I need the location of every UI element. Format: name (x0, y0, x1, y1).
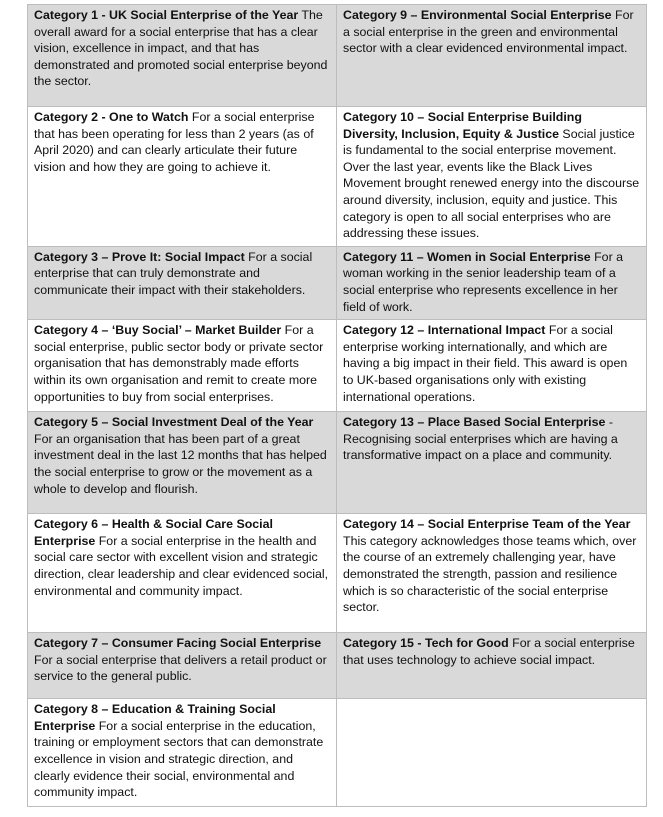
category-9-cell (337, 5, 647, 107)
category-description: The overall award for a social enterprise that has a clear vision, excellence in impact, and that has demonstrated and promoted social enterprise beyond the sector. (34, 8, 328, 89)
category-title: Category 5 – Social Investment Deal of the Year (34, 415, 314, 430)
category-title: Category 14 – Social Enterprise Team of the Year (343, 517, 631, 532)
category-title: Category 12 – International Impact (343, 323, 546, 338)
table-row (28, 320, 647, 412)
category-description: For a social enterprise in the health and social care sector with excellent vision and strategic direction, clear leadership and clear evidenced social, environmental and community impact. (34, 533, 329, 598)
category-title: Category 2 - One to Watch (34, 110, 189, 124)
category-description: For a social enterprise, public sector body or private sector organisation that has demonstrably made efforts within its own organisation and remit to create more opportunities to buy from social enterprises. (34, 323, 324, 404)
category-title: Category 11 – Women in Social Enterprise (343, 249, 591, 264)
category-title: Category 4 – ‘Buy Social’ – Market Builder (34, 323, 282, 338)
category-description: This category acknowledges those teams which, over the course of an extremely challenging year, have demonstrated the strength, passion and resilience which is so characteristic of the social enterprise sector. (343, 533, 637, 615)
category-6-cell (28, 514, 337, 633)
category-12-cell (337, 320, 647, 412)
category-description: For a social enterprise that has been operating for less than 2 years (as of April 2020) and can clearly articulate their future vision and how they are going to achieve it. (34, 110, 315, 174)
table-row (28, 107, 647, 247)
table-row (28, 633, 647, 699)
table-row (28, 699, 647, 807)
category-14-cell (337, 514, 647, 633)
category-description: For a woman working in the senior leadership team of a social enterprise who represents excellence in her field of work. (343, 249, 624, 314)
table-row (28, 514, 647, 633)
category-title: Category 10 – Social Enterprise Building Diversity, Inclusion, Equity & Justice (343, 110, 582, 141)
category-title: Category 1 - UK Social Enterprise of the Year (34, 8, 299, 22)
category-description: For a social enterprise working internationally, and which are having a big impact in their field. This award is open to UK-based organisations only with existing international operations. (343, 323, 628, 404)
category-description: For a social enterprise that can truly demonstrate and communicate their impact with their stakeholders. (34, 249, 313, 297)
empty-cell (337, 699, 647, 807)
category-10-cell (337, 107, 647, 247)
table-row (28, 412, 647, 514)
categories-table (27, 4, 647, 807)
category-7-cell (28, 633, 337, 699)
category-title: Category 13 – Place Based Social Enterprise (343, 415, 606, 430)
category-13-cell (337, 412, 647, 514)
category-description: For an organisation that has been part of a great investment deal in the last 12 months that has helped the social enterprise to grow or the movement as a whole to develop and flourish. (34, 431, 327, 496)
category-8-cell (28, 699, 337, 807)
category-title: Category 7 – Consumer Facing Social Enterprise (34, 636, 322, 651)
category-description: Social justice is fundamental to the social enterprise movement. Over the last year, events like the Black Lives Movement brought renewed energy into the discourse around diversity, inclusion, equity and justice. This category is open to all social enterprises who are addressing these issues. (343, 126, 640, 241)
category-title: Category 9 – Environmental Social Enterprise (343, 8, 612, 22)
category-description: For a social enterprise in the education, training or employment sectors that can demonstrate excellence in vision and strategic direction, and clearly evidence their social, environmental and community impact. (34, 718, 324, 800)
category-11-cell (337, 246, 647, 319)
category-description: For a social enterprise that uses technology to achieve social impact. (343, 636, 635, 667)
table-row (28, 5, 647, 107)
category-2-cell (28, 107, 337, 247)
category-description: - Recognising social enterprises which are having a transformative impact on a place and community. (343, 415, 618, 463)
category-title: Category 15 - Tech for Good (343, 636, 509, 651)
category-3-cell (28, 246, 337, 319)
category-title: Category 8 – Education & Training Social Enterprise (34, 702, 276, 733)
category-description: For a social enterprise that delivers a retail product or service to the general public. (34, 652, 327, 684)
category-4-cell (28, 320, 337, 412)
table-row (28, 246, 647, 319)
category-1-cell (28, 5, 337, 107)
category-title: Category 6 – Health & Social Care Social Enterprise (34, 517, 273, 548)
category-title: Category 3 – Prove It: Social Impact (34, 249, 245, 264)
category-5-cell (28, 412, 337, 514)
category-15-cell (337, 633, 647, 699)
category-description: For a social enterprise in the green and environmental sector with a clear evidenced environmental impact. (343, 8, 634, 56)
